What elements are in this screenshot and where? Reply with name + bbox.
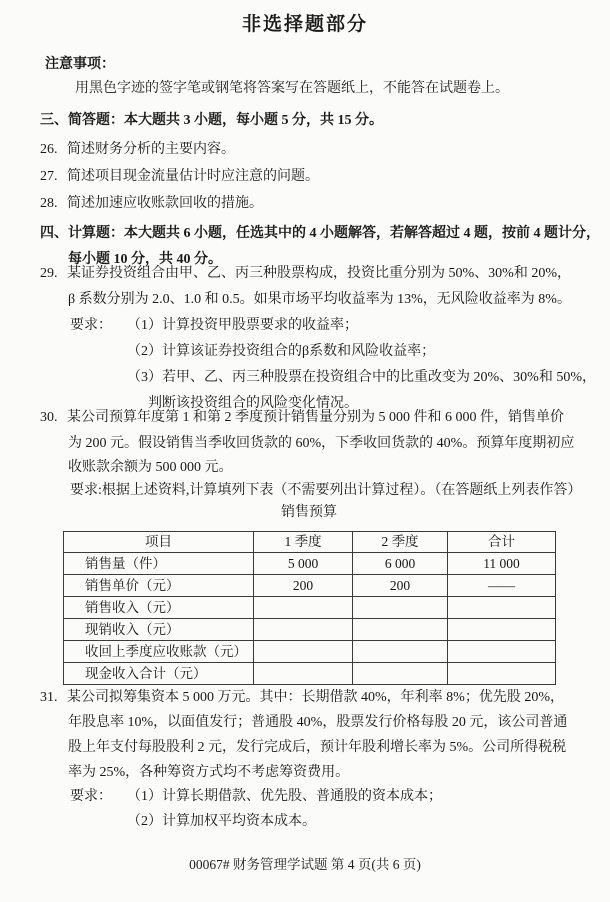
question-26-text: 简述财务分析的主要内容。 bbox=[67, 142, 235, 157]
question-29-req-1: （1）计算投资甲股票要求的收益率； bbox=[127, 318, 358, 333]
question-27-number: 27. bbox=[40, 169, 58, 184]
question-31-text-line1: 某公司拟筹集资本 5 000 万元。其中：长期借款 40%，年利率 8%；优先股 20%， bbox=[67, 690, 564, 705]
table-row bbox=[64, 619, 556, 641]
question-31-line3: 股上年支付每股股利 2 元，发行完成后，预计年股利增长率为 5%。公司所得税税 bbox=[68, 740, 567, 755]
question-30-line1 bbox=[40, 405, 564, 431]
table-row bbox=[64, 641, 556, 663]
page-title: 非选择题部分 bbox=[241, 14, 368, 35]
table-header-cell: 项目 bbox=[64, 532, 254, 553]
table-cell bbox=[353, 641, 448, 663]
question-29-line1 bbox=[40, 261, 571, 287]
table-cell: 现销收入（元） bbox=[64, 619, 254, 641]
table-cell: 销售收入（元） bbox=[64, 597, 254, 619]
table-cell: 现金收入合计（元） bbox=[64, 663, 254, 685]
notice-text: 用黑色字迹的签字笔或钢笔将答案写在答题纸上，不能答在试题卷上。 bbox=[75, 81, 509, 96]
question-28-text: 简述加速应收账款回收的措施。 bbox=[67, 196, 263, 211]
sales-budget-table bbox=[63, 531, 556, 685]
table-header-cell: 合计 bbox=[448, 532, 556, 553]
table-cell: 200 bbox=[353, 575, 448, 597]
question-30-number: 30. bbox=[40, 410, 58, 425]
table-cell: 5 000 bbox=[254, 553, 353, 575]
question-27-text: 简述项目现金流量估计时应注意的问题。 bbox=[67, 169, 319, 184]
question-29-line2: β 系数分别为 2.0、1.0 和 0.5。如果市场平均收益率为 13%，无风险收益率为 8%。 bbox=[68, 292, 571, 307]
table-cell: —— bbox=[448, 575, 556, 597]
question-31-line4: 率为 25%，各种筹资方式均不考虑筹资费用。 bbox=[68, 765, 350, 780]
table-cell bbox=[448, 597, 556, 619]
table-row bbox=[64, 553, 556, 575]
table-cell bbox=[448, 663, 556, 685]
question-28 bbox=[40, 191, 263, 217]
table-header-cell: 2 季度 bbox=[353, 532, 448, 553]
table-cell bbox=[353, 663, 448, 685]
question-31-line2: 年股息率 10%，以面值发行；普通股 40%，股票发行价格每股 20 元，该公司普通 bbox=[68, 715, 568, 730]
question-29-req-2: （2）计算该证券投资组合的β系数和风险收益率； bbox=[127, 344, 436, 359]
table-cell bbox=[448, 619, 556, 641]
table-cell bbox=[254, 619, 353, 641]
question-30-line2: 为 200 元。假设销售当季收回货款的 60%，下季收回货款的 40%。预算年度期初应 bbox=[68, 436, 575, 451]
question-26 bbox=[40, 137, 235, 163]
question-30-text-line1: 某公司预算年度第 1 和第 2 季度预计销售量分别为 5 000 件和 6 000 件，销售单价 bbox=[67, 410, 564, 425]
table-cell: 6 000 bbox=[353, 553, 448, 575]
question-31-number: 31. bbox=[40, 690, 58, 705]
question-27 bbox=[40, 164, 319, 190]
table-cell bbox=[448, 641, 556, 663]
table-cell: 11 000 bbox=[448, 553, 556, 575]
question-29-req-3-cont: 判断该投资组合的风险变化情况。 bbox=[148, 396, 358, 411]
question-26-number: 26. bbox=[40, 142, 58, 157]
table-row bbox=[64, 575, 556, 597]
question-31-req-1: （1）计算长期借款、优先股、普通股的资本成本； bbox=[127, 789, 442, 804]
page-footer: 00067# 财务管理学试题 第 4 页(共 6 页) bbox=[189, 857, 421, 872]
table-cell: 销售单价（元） bbox=[64, 575, 254, 597]
question-31-req-label: 要求： bbox=[70, 789, 112, 804]
question-31-req-2: （2）计算加权平均资本成本。 bbox=[127, 814, 316, 829]
notice-label: 注意事项： bbox=[45, 57, 115, 72]
table-cell bbox=[353, 619, 448, 641]
question-29-number: 29. bbox=[40, 266, 58, 281]
section4-heading-line1: 四、计算题：本大题共 6 小题，任选其中的 4 小题解答，若解答超过 4 题，按前 4 题计分， bbox=[40, 226, 600, 241]
question-29-req-label: 要求： bbox=[70, 318, 112, 333]
table-cell bbox=[254, 641, 353, 663]
table-header-row bbox=[64, 532, 556, 553]
table-cell bbox=[254, 597, 353, 619]
question-28-number: 28. bbox=[40, 196, 58, 211]
table-cell: 收回上季度应收账款（元） bbox=[64, 641, 254, 663]
table-cell: 销售量（件） bbox=[64, 553, 254, 575]
table-row bbox=[64, 663, 556, 685]
table-cell bbox=[254, 663, 353, 685]
question-31-line1 bbox=[40, 685, 564, 711]
table-cell bbox=[353, 597, 448, 619]
table-row bbox=[64, 597, 556, 619]
table-header-cell: 1 季度 bbox=[254, 532, 353, 553]
table-cell: 200 bbox=[254, 575, 353, 597]
question-29-requirements bbox=[70, 313, 358, 339]
question-31-requirements bbox=[70, 784, 442, 810]
section3-heading: 三、简答题：本大题共 3 小题，每小题 5 分，共 15 分。 bbox=[40, 113, 383, 128]
section4-heading-line2: 每小题 10 分，共 40 分。 bbox=[68, 252, 222, 267]
question-29-text-line1: 某证券投资组合由甲、乙、丙三种股票构成，投资比重分别为 50%、30%和 20%， bbox=[67, 266, 571, 281]
question-29-req-3: （3）若甲、乙、丙三种股票在投资组合中的比重改变为 20%、30%和 50%， bbox=[127, 370, 596, 385]
sales-budget-table-title: 销售预算 bbox=[281, 505, 337, 520]
question-30-requirement: 要求:根据上述资料,计算填列下表（不需要列出计算过程）。（在答题纸上列表作答） bbox=[70, 483, 582, 498]
question-30-line3: 收账款余额为 500 000 元。 bbox=[68, 460, 233, 475]
